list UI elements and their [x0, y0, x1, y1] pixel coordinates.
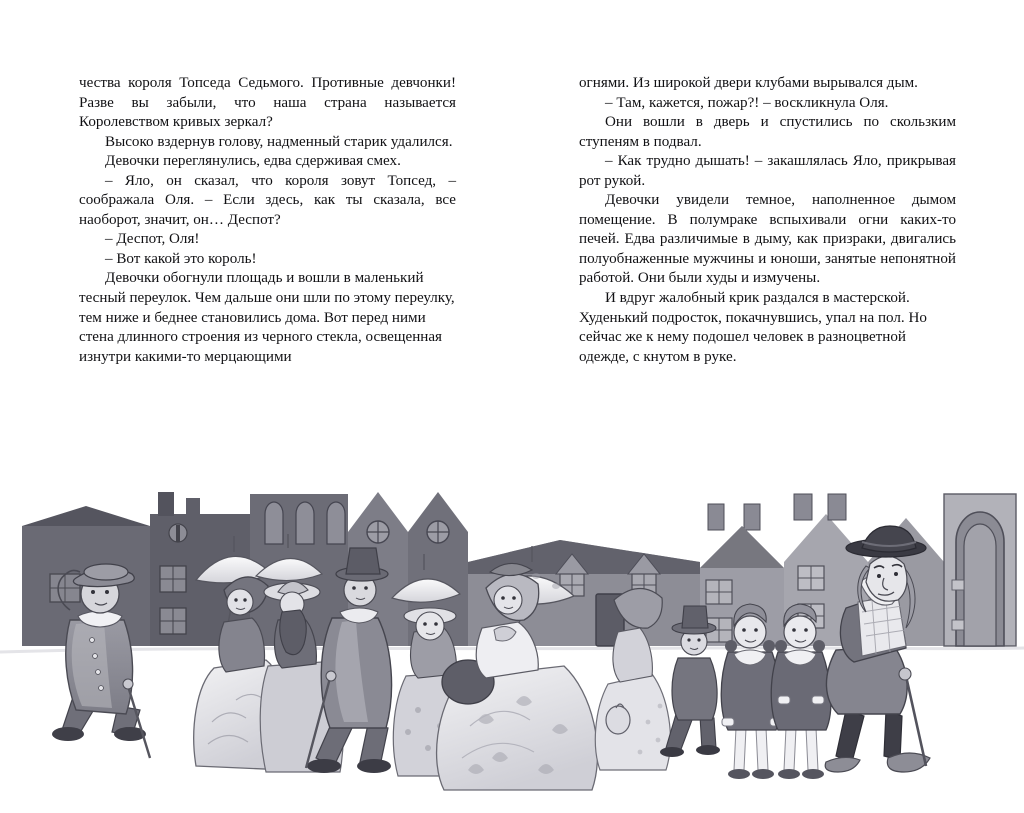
illustration-canvas: [0, 470, 1024, 800]
paragraph-dialogue: – Как трудно дышать! – закашлялась Яло, прикрывая рот рукой.: [579, 153, 956, 189]
street-scene-illustration: [0, 470, 1024, 800]
paragraph-dialogue: – Вот какой это король!: [105, 250, 257, 267]
paragraph: чества короля Топседа Седьмого. Противные девчонки! Разве вы забыли, что наша страна называется Королевством кривых зеркал?: [79, 75, 456, 131]
paragraph-dialogue: – Деспот, Оля!: [105, 231, 200, 248]
paragraph-dialogue: – Там, кажется, пожар?! – воскликнула Оля.: [605, 94, 889, 111]
paragraph: Они вошли в дверь и спустились по скользким ступеням в подвал.: [579, 114, 956, 150]
paragraph: Девочки переглянулись, едва сдерживая смех.: [105, 153, 401, 170]
stone-archway: [944, 494, 1016, 646]
text-column-left: [79, 74, 456, 469]
text-column-right: [579, 74, 956, 469]
paragraph: Высоко вздернув голову, надменный старик удалился.: [105, 133, 453, 150]
paragraph: И вдруг жалобный крик раздался в мастерской. Худенький подросток, покачнувшись, упал на пол. Но сейчас же к нему подошел человек в разноцветной одежде, с кнутом в руке.: [579, 290, 927, 365]
page-text-area: [79, 74, 956, 469]
paragraph: огнями. Из широкой двери клубами вырывался дым.: [579, 75, 918, 91]
paragraph: Девочки увидели темное, наполненное дымом помещение. В полумраке вспыхивали огни каких-то печей. Едва различимые в дыму, как призраки, двигались полуобнаженные мужчины и юноши, занятые непонятной работой. Они были худы и измучены.: [579, 192, 956, 287]
paragraph: Девочки обогнули площадь и вошли в маленький тесный переулок. Чем дальше они шли по этому переулку, тем ниже и беднее становились дома. Вот перед ними стена длинного строения из черного стекла, освещенная изнутри какими-то мерцающими: [79, 270, 455, 365]
paragraph-dialogue: – Яло, он сказал, что короля зовут Топсед, – соображала Оля. – Если здесь, как ты сказала, все наоборот, значит, он… Деспот?: [79, 172, 456, 228]
